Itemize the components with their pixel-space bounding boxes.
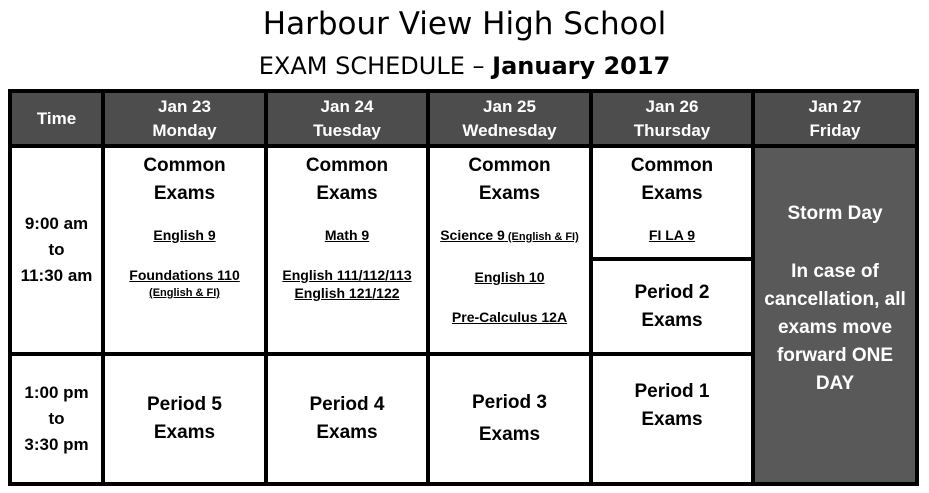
period-line1: Period 1 [634,381,710,402]
common-exams-line2: Exams [316,183,378,204]
course-english-10: English 10 [474,269,545,285]
school-title: Harbour View High School [262,6,667,42]
common-exams-line2: Exams [478,183,541,204]
storm-day-note: exams move [777,317,893,338]
wednesday-afternoon-cell [428,354,591,484]
course-english-121: English 121/122 [294,285,400,301]
header-weekday: Friday [809,120,861,140]
header-date: Jan 27 [808,96,862,116]
common-exams-line1: Common [468,155,551,176]
thursday-period-2-cell [591,259,753,354]
course-english-111: English 111/112/113 [282,267,412,283]
period-line1: Period 5 [147,394,222,415]
course-fi-la-9: FI LA 9 [648,227,696,243]
friday-storm-day-cell [753,146,917,484]
course-math-9: Math 9 [324,227,370,243]
header-weekday: Tuesday [313,120,381,140]
thursday-morning-common-cell [591,146,753,259]
wednesday-morning-cell [428,146,591,354]
course-science-9 [440,226,579,246]
common-exams-line1: Common [630,155,714,176]
morning-end: 11:30 am [20,266,93,285]
course-note: (English & FI) [504,231,579,243]
header-date: Jan 26 [645,96,699,116]
schedule-subtitle [0,50,929,82]
header-day-monday [103,91,266,146]
period-line2: Exams [641,309,703,331]
header-day-thursday [591,91,753,146]
header-time-label: Time [36,108,77,128]
header-weekday: Wednesday [462,120,557,140]
afternoon-time-cell [10,354,103,484]
storm-day-title: Storm Day [787,203,883,224]
subtitle-prefix: EXAM SCHEDULE – [258,52,493,80]
morning-start: 9:00 am [24,214,89,233]
storm-day-note: In case of [791,261,879,282]
period-line1: Period 2 [634,281,710,303]
header-date: Jan 23 [158,96,211,116]
afternoon-end: 3:30 pm [24,435,89,454]
afternoon-start: 1:00 pm [24,383,89,402]
course-note: (English & FI) [149,287,220,299]
monday-afternoon-cell [103,354,266,484]
afternoon-to: to [48,409,65,428]
period-line2: Exams [153,422,216,443]
header-weekday: Thursday [633,120,711,140]
morning-to: to [48,240,65,259]
storm-day-note: forward ONE [776,345,894,366]
common-exams-line1: Common [143,155,226,176]
header-time [10,91,103,146]
header-weekday: Monday [152,120,217,140]
header-day-friday [753,91,917,146]
morning-time-cell [10,146,103,354]
header-date: Jan 25 [483,96,536,116]
header-day-tuesday [266,91,428,146]
header-day-wednesday [428,91,591,146]
common-exams-line2: Exams [153,183,216,204]
course-english-9: English 9 [153,227,216,243]
storm-day-note: DAY [815,373,855,394]
period-line1: Period 4 [309,394,385,415]
storm-day-note: cancellation, all [764,289,906,310]
course-pre-calculus-12a: Pre-Calculus 12A [451,309,568,325]
tuesday-morning-cell [266,146,428,354]
subtitle-month: January 2017 [492,52,671,80]
course-science-9-label: Science 9 [440,227,505,243]
period-line2: Exams [316,422,378,443]
period-line2: Exams [641,409,703,430]
period-line1: Period 3 [472,392,547,413]
tuesday-afternoon-cell [266,354,428,484]
common-exams-line1: Common [305,155,389,176]
period-line2: Exams [478,424,541,445]
monday-morning-cell [103,146,266,354]
thursday-afternoon-cell [591,354,753,484]
common-exams-line2: Exams [641,183,703,204]
course-foundations-110: Foundations 110 [129,267,240,283]
header-date: Jan 24 [320,96,374,116]
